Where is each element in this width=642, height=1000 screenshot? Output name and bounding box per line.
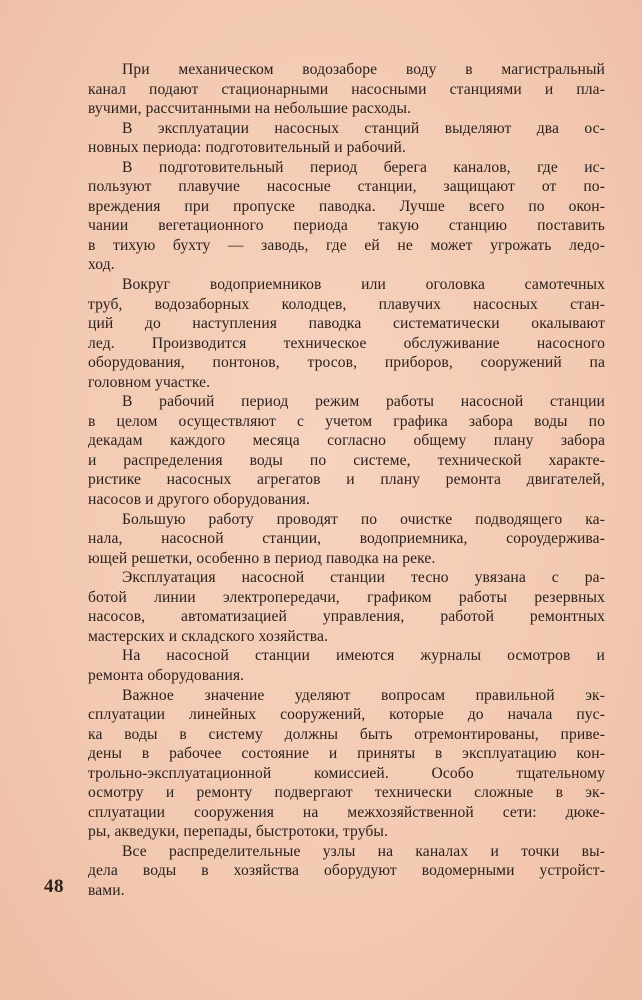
page-number: 48 (44, 876, 64, 897)
text-line: Все распределительные узлы на каналах и точки вы- (122, 842, 605, 860)
text-line: В рабочий период режим работы насосной станции (122, 393, 605, 411)
text-line: труб, водозаборных колодцев, плавучих насосных стан- (88, 295, 605, 313)
text-line: в целом осуществляют с учетом графика забора воды по (88, 412, 605, 430)
paragraph (88, 568, 605, 646)
text-line: канал подают стационарными насосными станциями и пла- (88, 80, 605, 98)
text-line: новных периода: подготовительный и рабочий. (88, 139, 406, 157)
paragraph (88, 158, 605, 275)
text-line: вучими, рассчитанными на небольшие расходы. (88, 100, 412, 118)
text-line: сплуатации линейных сооружений, которые до начала пус- (88, 706, 605, 724)
paragraph (88, 392, 605, 509)
text-line: насосов и другого оборудования. (88, 491, 311, 509)
text-line: В подготовительный период берега каналов, где ис- (122, 158, 605, 176)
text-line: На насосной станции имеются журналы осмотров и (122, 647, 605, 665)
text-line: дены в рабочее состояние и приняты в эксплуатацию кон- (88, 745, 605, 763)
text-line: Вокруг водоприемников или оголовка самотечных (122, 276, 605, 294)
text-line: сплуатации сооружения на межхозяйственной сети: дюке- (88, 803, 605, 821)
text-line: В эксплуатации насосных станций выделяют два ос- (122, 119, 605, 137)
paragraph (88, 510, 605, 569)
text-line: дела воды в хозяйства оборудуют водомерными устройст- (88, 862, 605, 880)
text-line: Важное значение уделяют вопросам правильной эк- (122, 686, 605, 704)
paragraph (88, 842, 605, 901)
text-line: ка воды в систему должны быть отремонтированы, приве- (88, 725, 605, 743)
text-line: чании вегетационного периода такую станцию поставить (88, 217, 605, 235)
text-line: в тихую бухту — заводь, где ей не может угрожать ледо- (88, 236, 605, 254)
paragraph (88, 119, 605, 158)
body-text (88, 60, 605, 901)
text-line: ботой линии электропередачи, графиком работы резервных (88, 588, 605, 606)
text-line: насосов, автоматизацией управления, работой ремонтных (88, 608, 605, 626)
text-line: ющей решетки, особенно в период паводка на реке. (88, 549, 436, 567)
text-line: оборудования, понтонов, тросов, приборов, сооружений па (88, 354, 605, 372)
text-line: ций до наступления паводка систематически окалывают (88, 315, 605, 333)
text-line: осмотру и ремонту подвергают технически сложные в эк- (88, 784, 605, 802)
paragraph (88, 275, 605, 392)
text-line: ремонта оборудования. (88, 666, 245, 684)
text-line: ход. (88, 256, 115, 274)
text-line: вами. (88, 881, 125, 899)
text-line: мастерских и складского хозяйства. (88, 627, 329, 645)
paragraph (88, 60, 605, 119)
text-line: лед. Производится техническое обслуживание насосного (88, 334, 605, 352)
paragraph (88, 646, 605, 685)
text-line: ристике насосных агрегатов и плану ремонта двигателей, (88, 471, 605, 489)
paragraph (88, 686, 605, 842)
text-line: вреждения при пропуске паводка. Лучше всего по окон- (88, 197, 605, 215)
text-line: и распределения воды по системе, технической характе- (88, 451, 605, 469)
text-line: Большую работу проводят по очистке подводящего ка- (122, 510, 605, 528)
text-line: трольно-эксплуатационной комиссией. Особо тщательному (88, 764, 605, 782)
text-line: нала, насосной станции, водоприемника, сороудержива- (88, 530, 605, 548)
text-line: При механическом водозаборе воду в магистральный (122, 61, 605, 78)
text-line: пользуют плавучие насосные станции, защищают от по- (88, 178, 605, 196)
text-line: головном участке. (88, 373, 211, 391)
text-line: Эксплуатация насосной станции тесно увязана с ра- (122, 569, 605, 587)
text-line: ры, акведуки, перепады, быстротоки, трубы. (88, 823, 389, 841)
text-line: декадам каждого месяца согласно общему плану забора (88, 432, 605, 450)
